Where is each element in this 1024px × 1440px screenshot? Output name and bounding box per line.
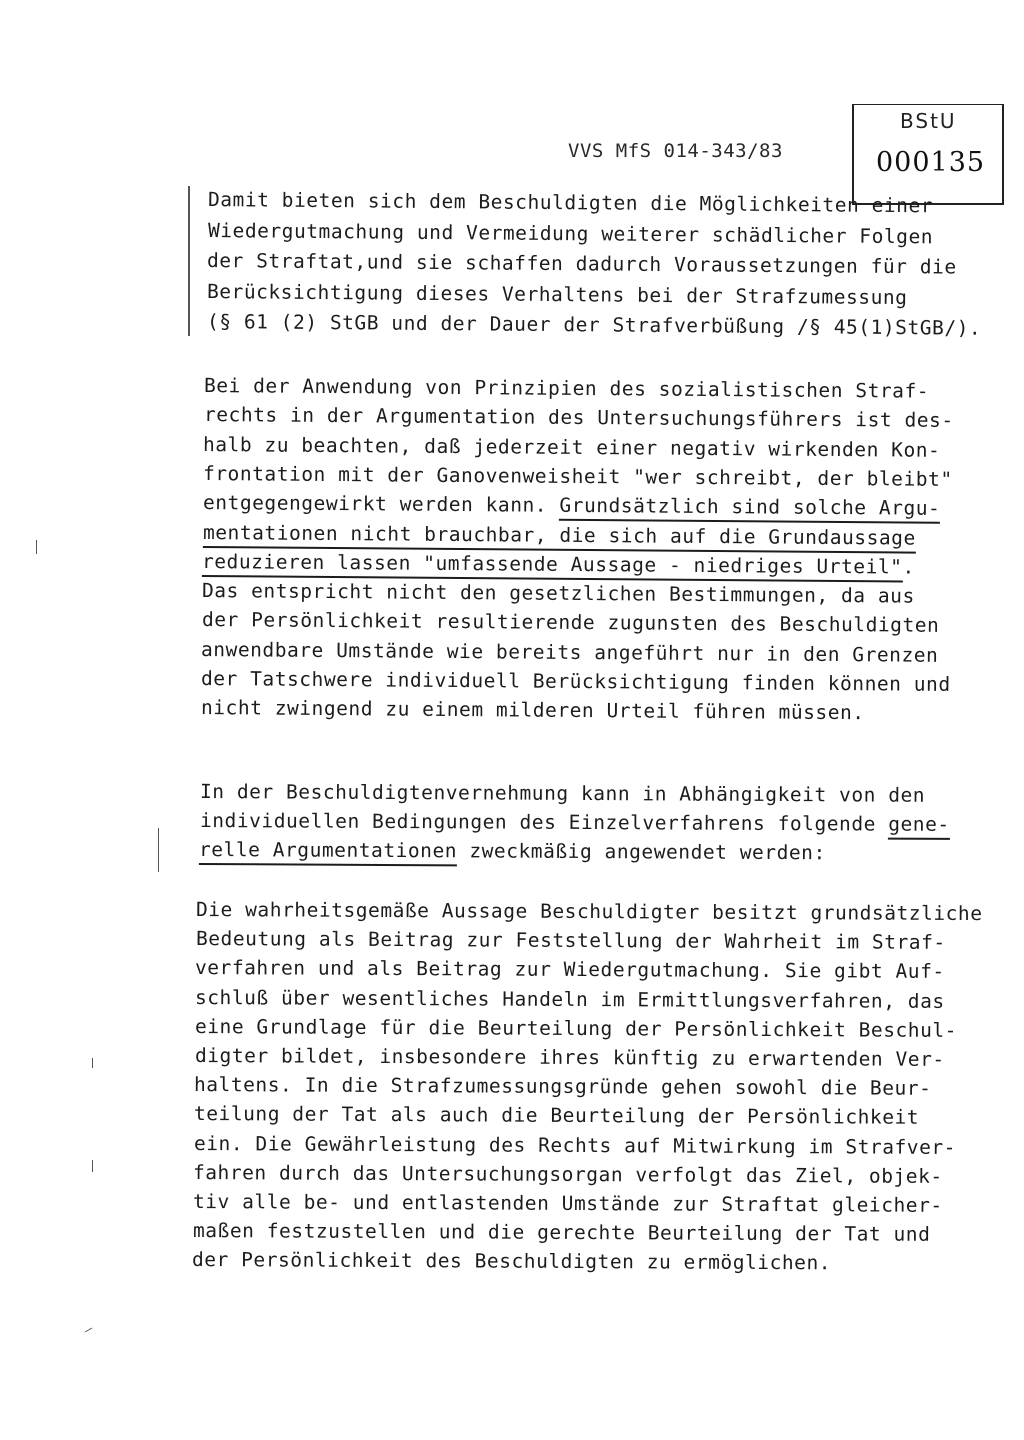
text-line xyxy=(193,1160,944,1188)
text-line xyxy=(194,1014,957,1042)
text-segment: zweckmäßig angewendet werden: xyxy=(457,839,827,865)
text-segment: Bedeutung als Beitrag zur Feststellung der Wahrheit im Straf- xyxy=(195,927,946,955)
text-segment: Wiedergutmachung und Vermeidung weiterer schädlicher Folgen xyxy=(207,218,933,248)
text-segment: anwendbare Umstände wie bereits angeführt nur in den Grenzen xyxy=(201,637,939,667)
text-segment: rechts in der Argumentation des Untersuchungsführers ist des- xyxy=(203,403,954,433)
text-segment: haltens. In die Strafzumessungsgründe gehen sowohl die Beur- xyxy=(194,1073,932,1101)
text-segment: halb zu beachten, daß jederzeit einer negativ wirkenden Kon- xyxy=(203,432,941,462)
text-line xyxy=(203,493,941,518)
stamp-number: 000135 xyxy=(876,147,986,178)
text-line xyxy=(204,376,929,401)
text-line xyxy=(193,1102,920,1130)
margin-mark xyxy=(85,1328,92,1333)
text-line xyxy=(193,1131,956,1159)
text-line xyxy=(195,927,946,955)
text-line xyxy=(192,1250,831,1273)
text-line xyxy=(201,698,865,723)
margin-mark xyxy=(158,828,159,872)
text-segment: frontation mit der Ganovenweisheit "wer schreibt, der bleibt" xyxy=(203,461,953,491)
text-line xyxy=(207,312,981,338)
text-line xyxy=(202,581,915,606)
text-line xyxy=(194,1073,932,1101)
text-segment: In der Beschuldigtenvernehmung kann in Abhängigkeit von den xyxy=(199,780,926,807)
text-line xyxy=(201,669,951,694)
text-segment: Damit bieten sich dem Beschuldigten die Möglichkeiten einer xyxy=(207,188,934,218)
underlined-text: mentationen nicht brauchbar, die sich auf die Grundaussage xyxy=(202,521,915,554)
text-line xyxy=(206,279,908,309)
text-line xyxy=(194,1046,944,1069)
text-segment: verfahren und als Beitrag zur Wiedergutmachung. Sie gibt Auf- xyxy=(195,956,946,984)
text-segment: der Persönlichkeit des Beschuldigten zu ermöglichen. xyxy=(192,1248,832,1275)
text-segment: Das entspricht nicht den gesetzlichen Bestimmungen, da aus xyxy=(201,579,915,608)
text-line xyxy=(202,520,916,550)
text-segment: individuellen Bedingungen des Einzelverfahrens folgende xyxy=(199,809,888,836)
underlined-text: reduzieren lassen "umfassende Aussage - niedriges Urteil" xyxy=(202,550,903,583)
underlined-text: gene- xyxy=(888,813,950,840)
text-segment: nicht zwingend zu einem milderen Urteil führen müssen. xyxy=(200,696,865,725)
text-line xyxy=(196,900,983,924)
text-segment: der Tatschwere individuell Berücksichtigung finden können und xyxy=(200,667,951,696)
text-segment: eine Grundlage für die Beurteilung der Persönlichkeit Beschul- xyxy=(194,1014,957,1042)
underlined-text: Grundsätzlich sind solche Argu- xyxy=(559,494,940,524)
text-line xyxy=(203,432,941,462)
text-line xyxy=(195,956,946,984)
text-line xyxy=(200,811,950,834)
text-line xyxy=(201,637,939,667)
margin-mark xyxy=(92,1058,93,1068)
text-line xyxy=(203,403,954,433)
margin-mark xyxy=(36,540,37,554)
text-line xyxy=(207,251,957,277)
text-segment: entgegengewirkt werden kann. xyxy=(202,491,560,517)
text-line xyxy=(203,461,953,491)
text-segment: Berücksichtigung dieses Verhaltens bei der Strafzumessung xyxy=(206,279,908,309)
text-segment: . xyxy=(902,555,916,579)
text-segment: teilung der Tat als auch die Beurteilung der Persönlichkeit xyxy=(193,1102,920,1130)
text-segment: schluß über wesentliches Handeln im Ermittlungsverfahren, das xyxy=(195,985,945,1013)
text-segment: maßen festzustellen und die gerechte Beurteilung der Tat und xyxy=(192,1219,931,1247)
text-segment: ein. Die Gewährleistung des Rechts auf Mitwirkung im Strafver- xyxy=(193,1131,956,1159)
text-line xyxy=(208,190,933,216)
text-segment: fahren durch das Untersuchungsorgan verfolgt das Ziel, objek- xyxy=(193,1160,944,1188)
underlined-text: relle Argumentationen xyxy=(199,838,457,866)
text-segment: Die wahrheitsgemäße Aussage Beschuldigter besitzt grundsätzliche xyxy=(195,898,983,926)
text-segment: (§ 61 (2) StGB und der Dauer der Strafverbüßung /§ 45(1)StGB/). xyxy=(206,310,982,340)
text-segment: der Persönlichkeit resultierende zugunsten des Beschuldigten xyxy=(201,608,940,638)
text-line xyxy=(201,608,940,638)
text-line xyxy=(202,549,916,579)
archive-stamp xyxy=(852,104,1004,205)
text-line xyxy=(192,1219,931,1247)
text-line xyxy=(207,218,933,248)
text-segment: Bei der Anwendung von Prinzipien des sozialistischen Straf- xyxy=(203,374,930,403)
text-line xyxy=(199,840,826,863)
document-reference: VVS MfS 014-343/83 xyxy=(568,140,783,162)
margin-mark xyxy=(188,186,190,336)
text-line xyxy=(193,1192,943,1215)
text-segment: tiv alle be- und entlastenden Umstände zur Straftat gleicher- xyxy=(192,1190,943,1217)
text-line xyxy=(200,782,925,805)
margin-mark xyxy=(92,1160,93,1172)
text-segment: der Straftat,und sie schaffen dadurch Voraussetzungen für die xyxy=(207,249,958,279)
text-line xyxy=(195,985,945,1013)
text-segment: digter bildet, insbesondere ihres künftig zu erwartenden Ver- xyxy=(194,1044,945,1071)
stamp-label: BStU xyxy=(900,109,957,133)
